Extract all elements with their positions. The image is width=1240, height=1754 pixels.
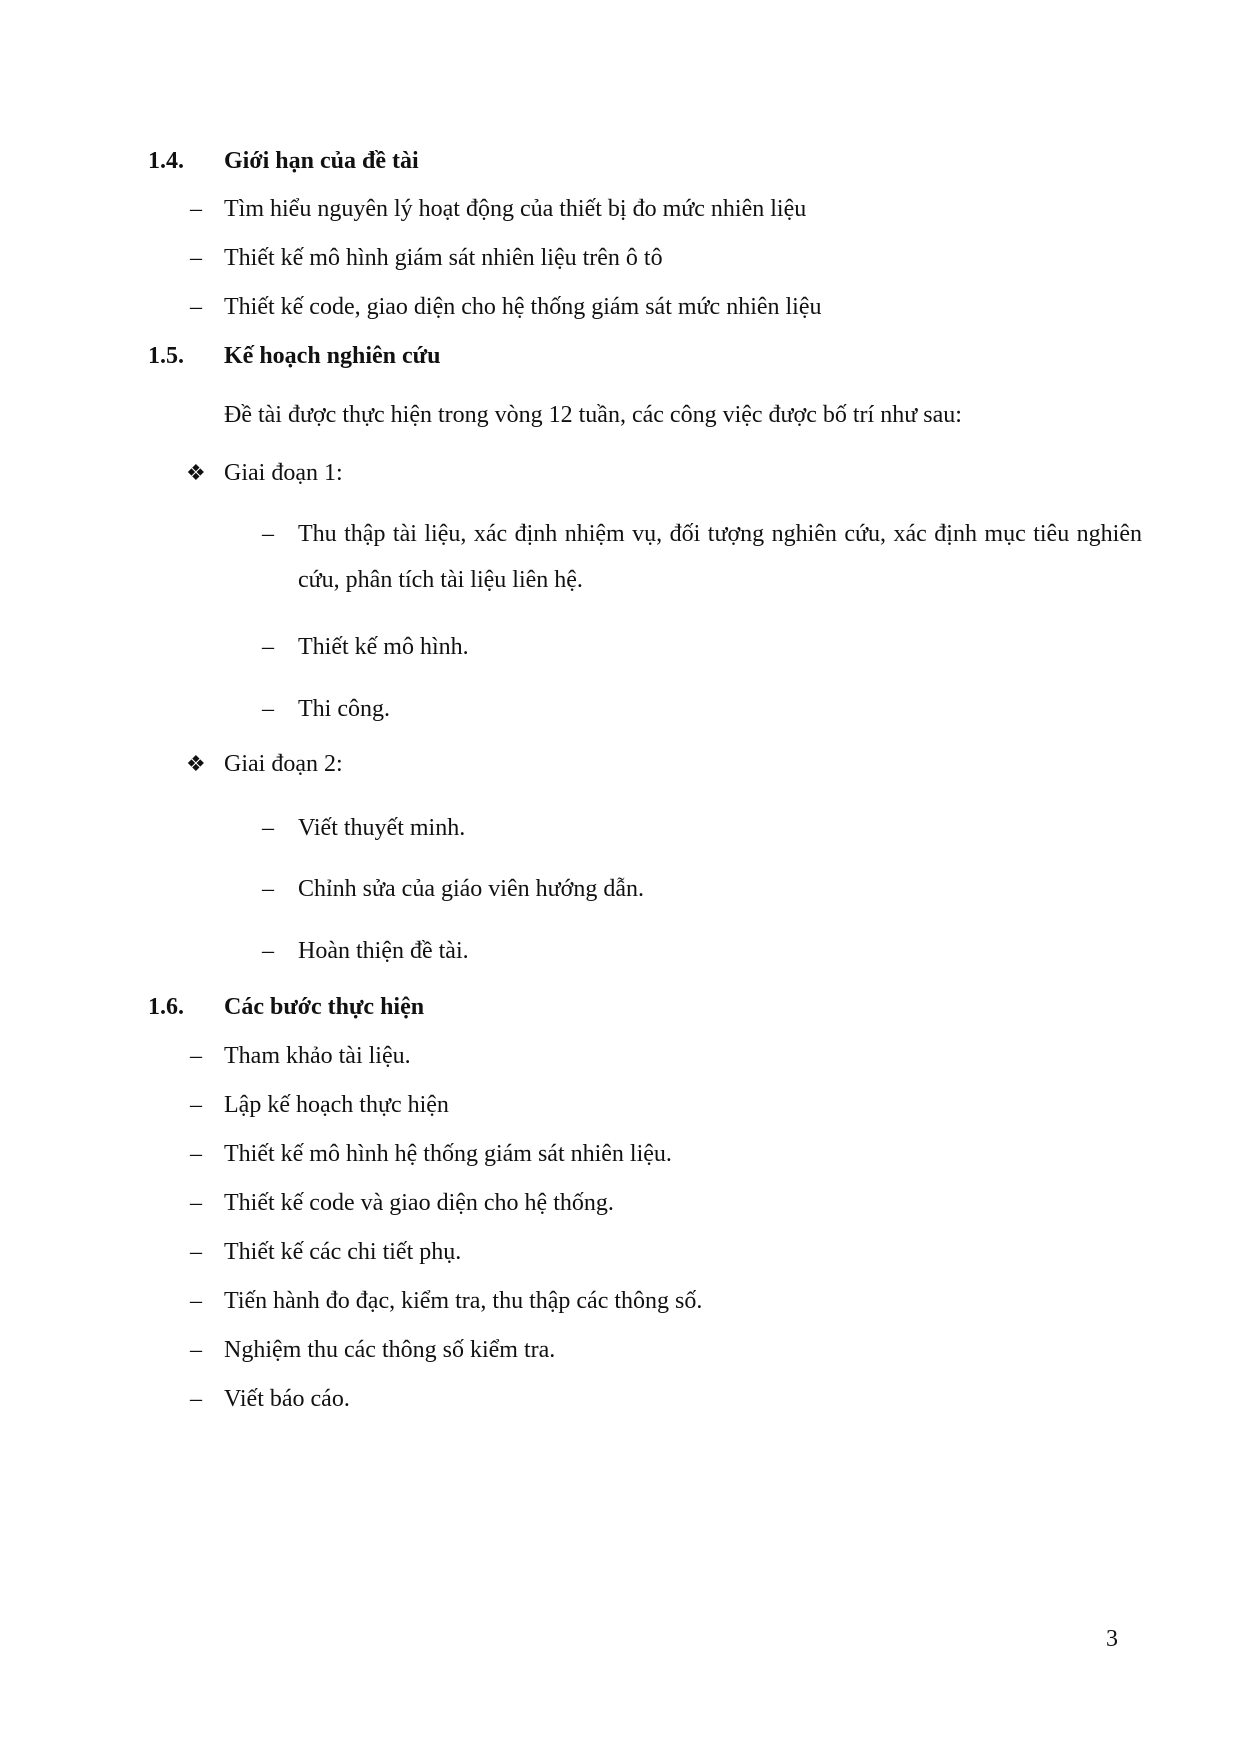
list-item: – Thiết kế mô hình giám sát nhiên liệu trên ô tô (190, 245, 663, 271)
list-item: – Thiết kế mô hình. (262, 624, 1142, 670)
dash-bullet: – (190, 1337, 202, 1363)
dash-bullet: – (190, 1141, 202, 1167)
section-heading-1-6 (148, 994, 424, 1021)
dash-bullet: – (190, 1190, 202, 1216)
list-item: – Tìm hiểu nguyên lý hoạt động của thiết bị đo mức nhiên liệu (190, 196, 807, 222)
dash-bullet: – (190, 1239, 202, 1265)
list-item: – Hoàn thiện đề tài. (262, 928, 1142, 974)
section-number: 1.5. (148, 343, 184, 369)
list-item: – Tiến hành đo đạc, kiểm tra, thu thập các thông số. (190, 1288, 703, 1314)
section-number: 1.6. (148, 994, 184, 1020)
list-item: – Nghiệm thu các thông số kiểm tra. (190, 1337, 556, 1363)
dash-bullet: – (262, 815, 274, 841)
list-item: – Thiết kế các chi tiết phụ. (190, 1239, 462, 1265)
list-item: – Viết thuyết minh. (262, 805, 1142, 851)
page-number: 3 (1106, 1626, 1118, 1652)
dash-bullet: – (262, 938, 274, 964)
list-item: – Thiết kế code, giao diện cho hệ thống giám sát mức nhiên liệu (190, 294, 822, 320)
list-item: – Thiết kế code và giao diện cho hệ thống. (190, 1190, 614, 1216)
list-item: – Thiết kế mô hình hệ thống giám sát nhiên liệu. (190, 1141, 672, 1167)
section-title: Các bước thực hiện (224, 994, 425, 1020)
dash-bullet: – (190, 1092, 202, 1118)
section-heading-1-5 (148, 343, 440, 370)
section-title: Kế hoạch nghiên cứu (224, 343, 441, 369)
list-item: – Chỉnh sửa của giáo viên hướng dẫn. (262, 866, 1142, 912)
phase-1-label: ❖ Giai đoạn 1: (186, 460, 343, 486)
list-item: – Thi công. (262, 686, 1142, 732)
dash-bullet: – (190, 1043, 202, 1069)
dash-bullet: – (262, 696, 274, 722)
intro-paragraph: Đề tài được thực hiện trong vòng 12 tuần, các công việc được bố trí như sau: (224, 402, 962, 428)
dash-bullet: – (190, 245, 202, 271)
list-item: – Thu thập tài liệu, xác định nhiệm vụ, đối tượng nghiên cứu, xác định mục tiêu nghiên cứu, phân tích tài liệu liên hệ. (262, 511, 1142, 603)
diamond-bullet-icon: ❖ (186, 461, 206, 486)
section-title: Giới hạn của đề tài (224, 148, 419, 174)
dash-bullet: – (190, 1288, 202, 1314)
section-number: 1.4. (148, 148, 184, 174)
dash-bullet: – (190, 294, 202, 320)
dash-bullet: – (262, 634, 274, 660)
dash-bullet: – (262, 876, 274, 902)
dash-bullet: – (190, 196, 202, 222)
section-heading-1-4 (148, 148, 419, 175)
list-item: – Viết báo cáo. (190, 1386, 350, 1412)
dash-bullet: – (262, 521, 274, 547)
list-item: – Tham khảo tài liệu. (190, 1043, 411, 1069)
dash-bullet: – (190, 1386, 202, 1412)
list-item: – Lập kế hoạch thực hiện (190, 1092, 449, 1118)
phase-2-label: ❖ Giai đoạn 2: (186, 751, 343, 777)
diamond-bullet-icon: ❖ (186, 752, 206, 777)
